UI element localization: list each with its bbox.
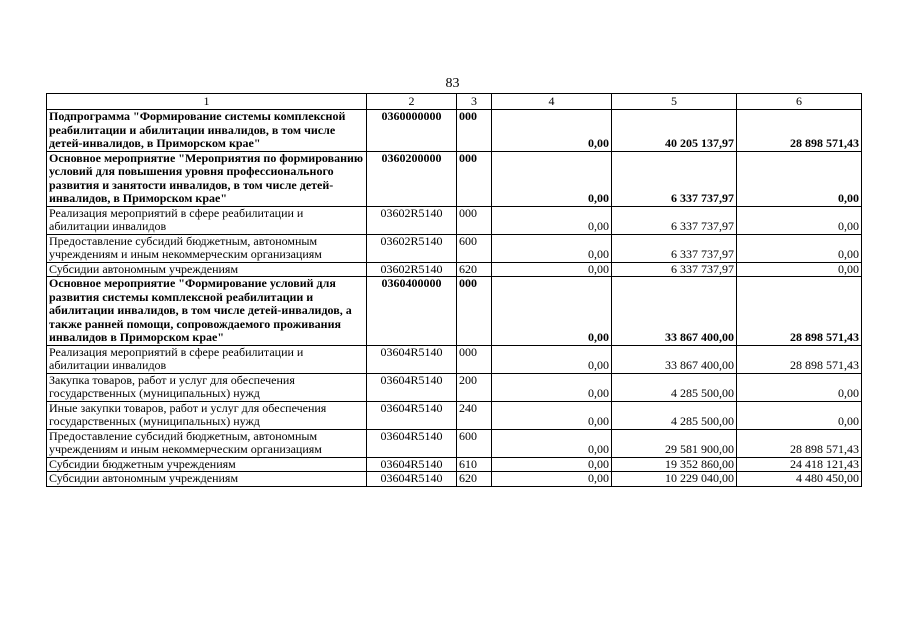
row-col6-value: 28 898 571,43 bbox=[737, 110, 862, 152]
row-col5-value: 6 337 737,97 bbox=[612, 206, 737, 234]
row-col5-value: 40 205 137,97 bbox=[612, 110, 737, 152]
column-header: 1 bbox=[47, 94, 367, 110]
row-code-cell: 03604R5140 bbox=[367, 373, 457, 401]
row-expense-type-cell: 240 bbox=[457, 401, 492, 429]
row-col6-value: 28 898 571,43 bbox=[737, 429, 862, 457]
row-name-cell: Основное мероприятие "Формирование условий для развития системы комплексной реабилитации и абилитации инвалидов, в том числе детей-инвалидов, а также ранней помощи, сопровождаемого проживания инвалидов в Приморском крае" bbox=[47, 277, 367, 346]
row-col4-value: 0,00 bbox=[492, 277, 612, 346]
row-col4-value: 0,00 bbox=[492, 429, 612, 457]
row-expense-type-cell: 610 bbox=[457, 457, 492, 472]
row-col4-value: 0,00 bbox=[492, 345, 612, 373]
table-row bbox=[47, 457, 862, 472]
row-col4-value: 0,00 bbox=[492, 234, 612, 262]
row-expense-type-cell: 620 bbox=[457, 472, 492, 487]
row-col4-value: 0,00 bbox=[492, 457, 612, 472]
row-name-cell: Реализация мероприятий в сфере реабилитации и абилитации инвалидов bbox=[47, 345, 367, 373]
row-col5-value: 10 229 040,00 bbox=[612, 472, 737, 487]
row-col6-value: 28 898 571,43 bbox=[737, 345, 862, 373]
row-col6-value: 0,00 bbox=[737, 401, 862, 429]
row-col5-value: 29 581 900,00 bbox=[612, 429, 737, 457]
row-col4-value: 0,00 bbox=[492, 206, 612, 234]
row-col5-value: 6 337 737,97 bbox=[612, 151, 737, 206]
table-body bbox=[47, 110, 862, 487]
row-col4-value: 0,00 bbox=[492, 373, 612, 401]
row-col5-value: 6 337 737,97 bbox=[612, 262, 737, 277]
table-row bbox=[47, 234, 862, 262]
row-expense-type-cell: 200 bbox=[457, 373, 492, 401]
column-header: 4 bbox=[492, 94, 612, 110]
row-col4-value: 0,00 bbox=[492, 472, 612, 487]
row-code-cell: 03604R5140 bbox=[367, 401, 457, 429]
table-row bbox=[47, 429, 862, 457]
row-expense-type-cell: 620 bbox=[457, 262, 492, 277]
page-number: 83 bbox=[445, 76, 460, 91]
row-col6-value: 0,00 bbox=[737, 262, 862, 277]
row-name-cell: Субсидии автономным учреждениям bbox=[47, 262, 367, 277]
row-col6-value: 0,00 bbox=[737, 234, 862, 262]
row-code-cell: 03604R5140 bbox=[367, 345, 457, 373]
row-col4-value: 0,00 bbox=[492, 151, 612, 206]
row-col6-value: 0,00 bbox=[737, 206, 862, 234]
table-row bbox=[47, 151, 862, 206]
row-code-cell: 03604R5140 bbox=[367, 472, 457, 487]
table-row bbox=[47, 262, 862, 277]
table-row bbox=[47, 401, 862, 429]
row-col6-value: 4 480 450,00 bbox=[737, 472, 862, 487]
row-name-cell: Предоставление субсидий бюджетным, автономным учреждениям и иным некоммерческим организациям bbox=[47, 429, 367, 457]
column-header: 5 bbox=[612, 94, 737, 110]
column-header: 3 bbox=[457, 94, 492, 110]
row-col6-value: 24 418 121,43 bbox=[737, 457, 862, 472]
row-code-cell: 03602R5140 bbox=[367, 262, 457, 277]
row-expense-type-cell: 600 bbox=[457, 429, 492, 457]
row-col5-value: 19 352 860,00 bbox=[612, 457, 737, 472]
row-col5-value: 4 285 500,00 bbox=[612, 401, 737, 429]
row-code-cell: 03602R5140 bbox=[367, 234, 457, 262]
column-header: 6 bbox=[737, 94, 862, 110]
row-name-cell: Субсидии автономным учреждениям bbox=[47, 472, 367, 487]
row-col4-value: 0,00 bbox=[492, 110, 612, 152]
row-col6-value: 28 898 571,43 bbox=[737, 277, 862, 346]
table-row bbox=[47, 110, 862, 152]
row-name-cell: Иные закупки товаров, работ и услуг для обеспечения государственных (муниципальных) нужд bbox=[47, 401, 367, 429]
row-col5-value: 33 867 400,00 bbox=[612, 345, 737, 373]
row-expense-type-cell: 000 bbox=[457, 277, 492, 346]
row-expense-type-cell: 000 bbox=[457, 206, 492, 234]
row-col4-value: 0,00 bbox=[492, 401, 612, 429]
table-row bbox=[47, 277, 862, 346]
column-number-row bbox=[47, 94, 862, 110]
row-name-cell: Закупка товаров, работ и услуг для обеспечения государственных (муниципальных) нужд bbox=[47, 373, 367, 401]
row-col6-value: 0,00 bbox=[737, 373, 862, 401]
column-header: 2 bbox=[367, 94, 457, 110]
table-row bbox=[47, 206, 862, 234]
row-code-cell: 03604R5140 bbox=[367, 429, 457, 457]
row-name-cell: Субсидии бюджетным учреждениям bbox=[47, 457, 367, 472]
row-expense-type-cell: 000 bbox=[457, 151, 492, 206]
row-name-cell: Предоставление субсидий бюджетным, автономным учреждениям и иным некоммерческим организациям bbox=[47, 234, 367, 262]
table-row bbox=[47, 345, 862, 373]
row-expense-type-cell: 000 bbox=[457, 110, 492, 152]
row-col5-value: 33 867 400,00 bbox=[612, 277, 737, 346]
row-code-cell: 0360000000 bbox=[367, 110, 457, 152]
row-code-cell: 0360200000 bbox=[367, 151, 457, 206]
row-col6-value: 0,00 bbox=[737, 151, 862, 206]
row-code-cell: 03604R5140 bbox=[367, 457, 457, 472]
row-col5-value: 6 337 737,97 bbox=[612, 234, 737, 262]
table-row bbox=[47, 472, 862, 487]
budget-table bbox=[46, 93, 862, 487]
row-expense-type-cell: 600 bbox=[457, 234, 492, 262]
row-code-cell: 03602R5140 bbox=[367, 206, 457, 234]
row-name-cell: Основное мероприятие "Мероприятия по формированию условий для повышения уровня профессионального развития и занятости инвалидов, в том числе детей-инвалидов, в Приморском крае" bbox=[47, 151, 367, 206]
table-row bbox=[47, 373, 862, 401]
row-name-cell: Реализация мероприятий в сфере реабилитации и абилитации инвалидов bbox=[47, 206, 367, 234]
row-name-cell: Подпрограмма "Формирование системы комплексной реабилитации и абилитации инвалидов, в том числе детей-инвалидов, в Приморском крае" bbox=[47, 110, 367, 152]
row-col5-value: 4 285 500,00 bbox=[612, 373, 737, 401]
row-col4-value: 0,00 bbox=[492, 262, 612, 277]
row-code-cell: 0360400000 bbox=[367, 277, 457, 346]
row-expense-type-cell: 000 bbox=[457, 345, 492, 373]
